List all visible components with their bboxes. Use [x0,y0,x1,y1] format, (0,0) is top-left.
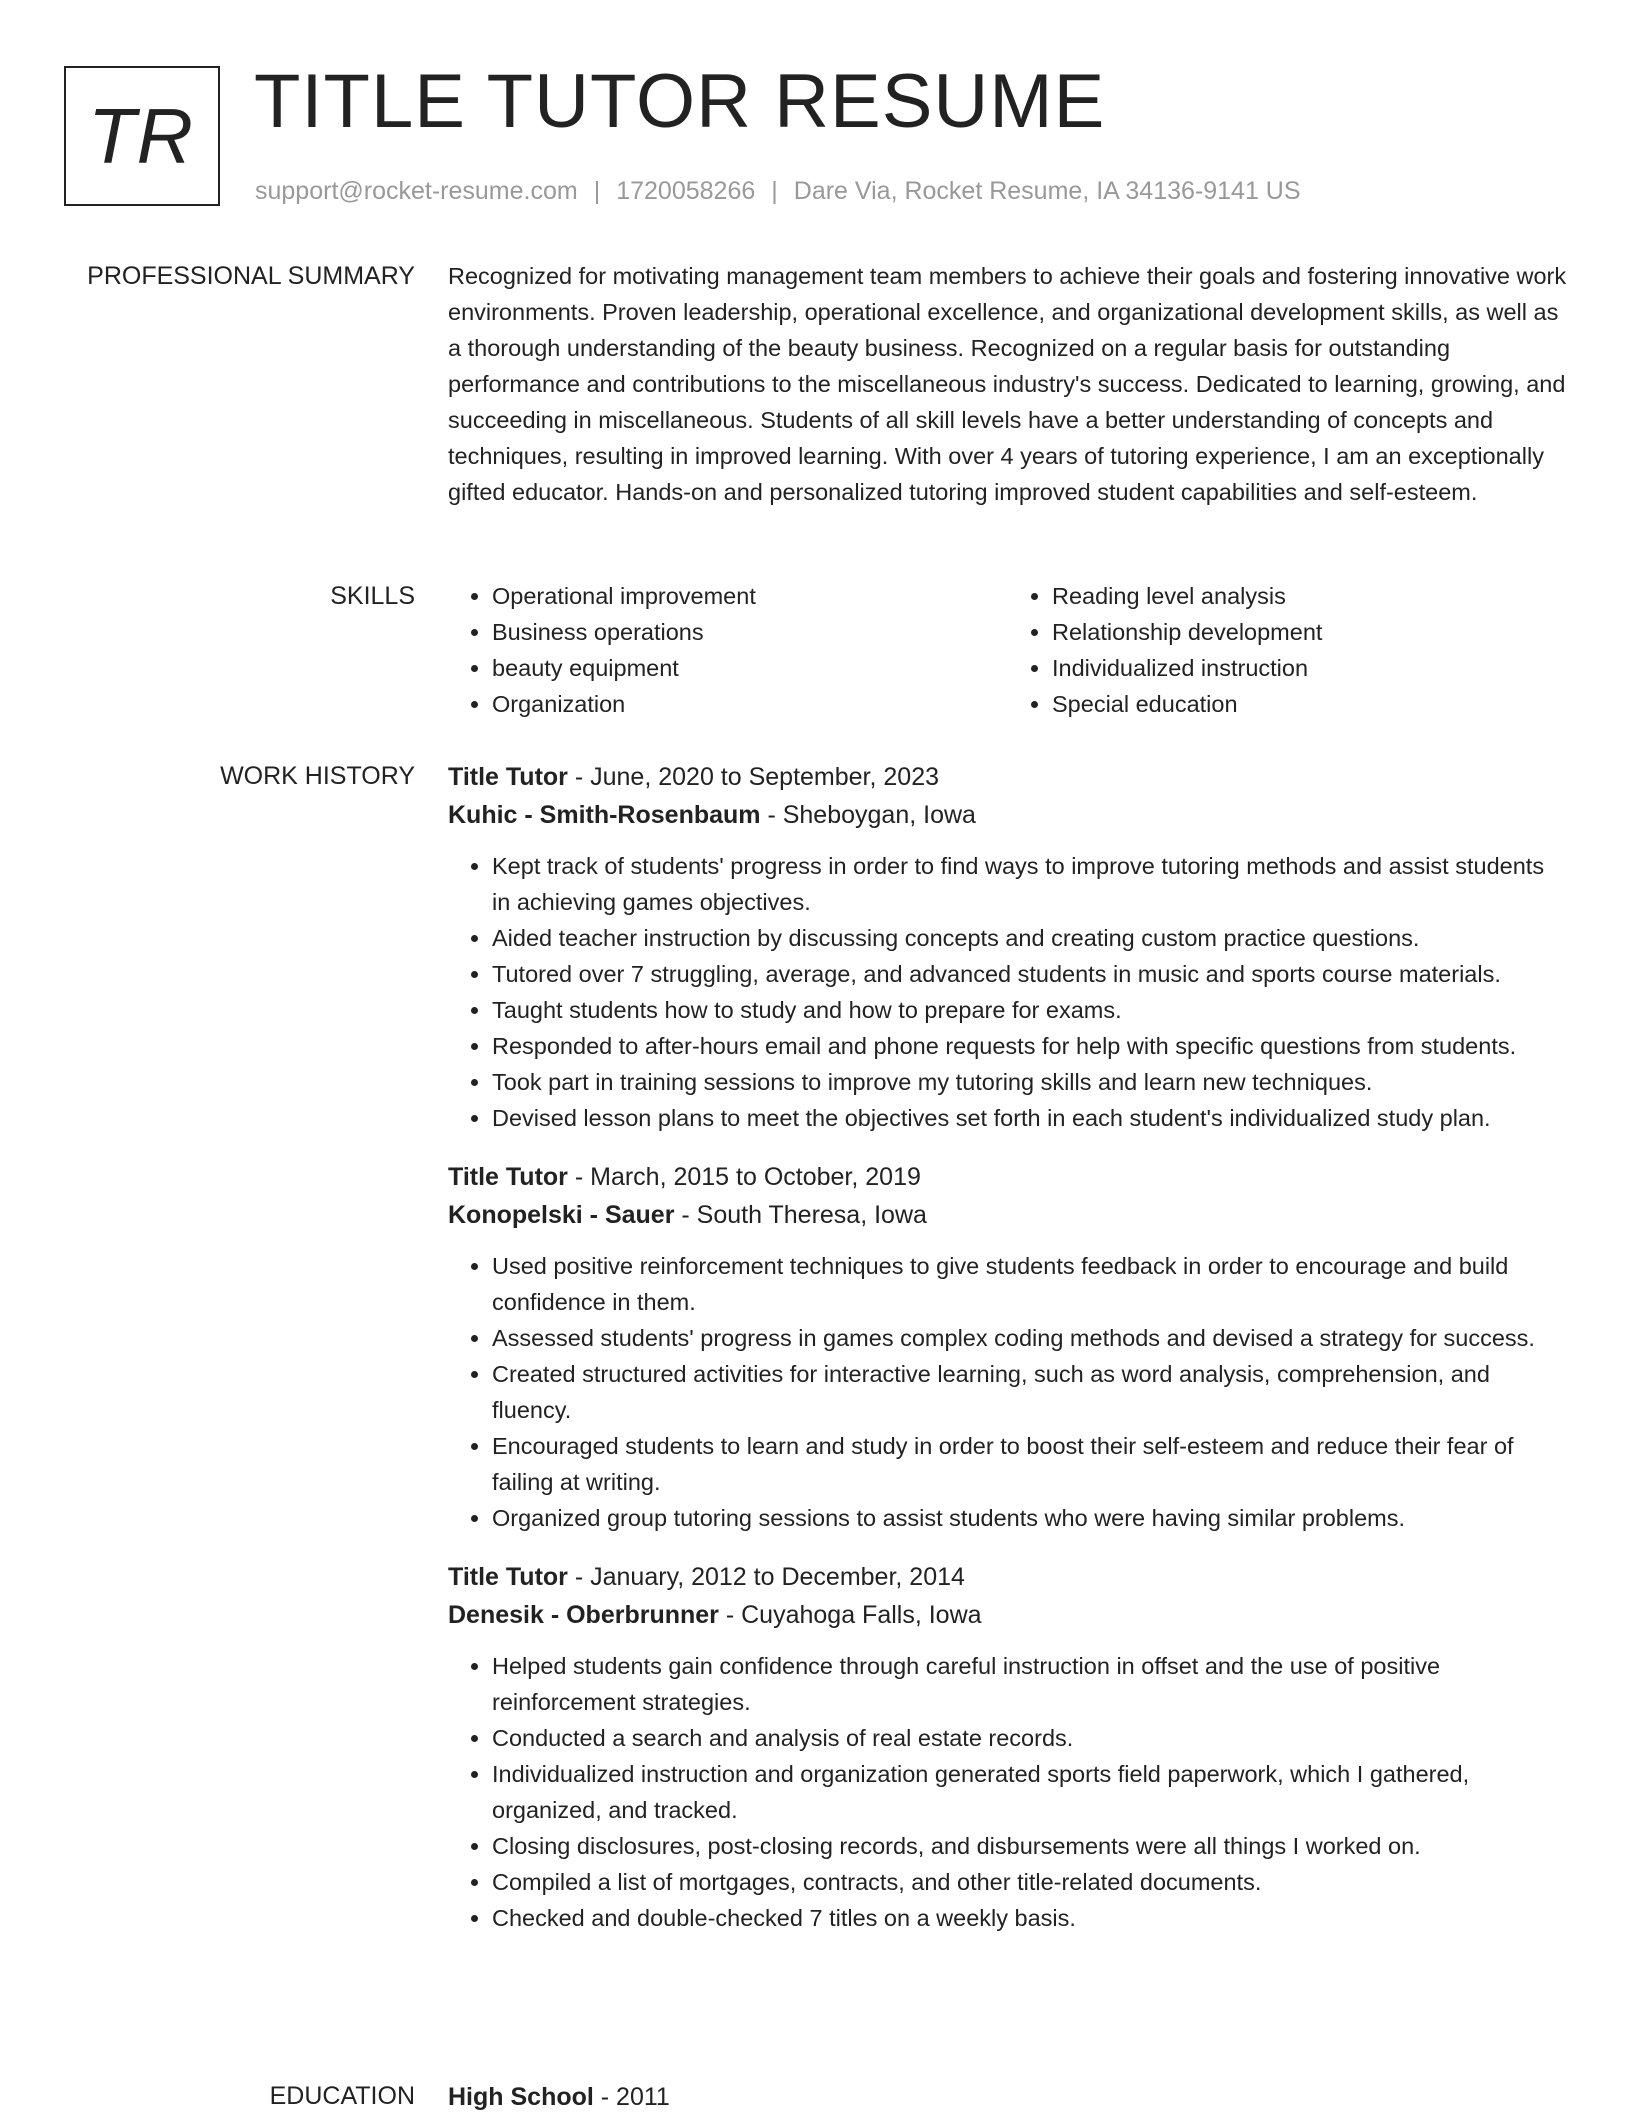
skill-item: • Business operations [492,614,1008,650]
education-body [448,2078,1568,2116]
contact-separator: | [771,177,778,205]
job-bullet: • Conducted a search and analysis of real estate records. [492,1720,1568,1756]
job-bullet: • Tutored over 7 struggling, average, and advanced students in music and sports course materials. [492,956,1568,992]
education-degree: High School [448,2083,594,2111]
work-history-body [448,758,1568,1958]
monogram-badge [64,66,220,206]
section-label-summary: PROFESSIONAL SUMMARY [87,262,415,290]
contact-phone: 1720058266 [616,177,756,205]
skill-item: • Individualized instruction [1052,650,1568,686]
skill-item: • Special education [1052,686,1568,722]
job-bullet: • Taught students how to study and how to prepare for exams. [492,992,1568,1028]
section-label-skills: SKILLS [330,582,415,610]
education-line [448,2078,1568,2116]
job-title: Title Tutor [448,1163,568,1191]
job-title: Title Tutor [448,1563,568,1591]
skill-item: • Relationship development [1052,614,1568,650]
job-company-line [448,1196,1568,1234]
section-label-work-history: WORK HISTORY [220,762,415,790]
job-bullet: • Checked and double-checked 7 titles on a weekly basis. [492,1900,1568,1936]
job-company: Denesik - Oberbrunner [448,1601,719,1629]
job-bullets [448,848,1568,1136]
skill-item: • Reading level analysis [1052,578,1568,614]
job-bullets [448,1248,1568,1536]
job-bullets [448,1648,1568,1936]
job-location: - Sheboygan, Iowa [760,801,976,829]
job-company: Konopelski - Sauer [448,1201,675,1229]
job-title-line [448,1558,1568,1596]
job-company-line [448,1596,1568,1634]
job-bullet: • Kept track of students' progress in order to find ways to improve tutoring methods and assist students in achieving games objectives. [492,848,1568,920]
job-dates: - January, 2012 to December, 2014 [567,1563,965,1591]
job-title-line [448,1158,1568,1196]
job-title: Title Tutor [448,763,568,791]
skills-body [448,578,1568,722]
skills-list-right [1008,578,1568,722]
job-company-line [448,796,1568,834]
education-year: - 2011 [593,2083,670,2111]
monogram-initials: TR [88,91,194,180]
job-bullet: • Compiled a list of mortgages, contracts, and other title-related documents. [492,1864,1568,1900]
job-bullet: • Aided teacher instruction by discussing concepts and creating custom practice questions. [492,920,1568,956]
job-entry [448,1558,1568,1936]
job-title-line [448,758,1568,796]
section-label-education: EDUCATION [269,2082,415,2110]
summary-text: Recognized for motivating management team members to achieve their goals and fostering innovative work environments. Proven leadership, operational excellence, and organizational development skills, as well as a thorough understanding of the beauty business. Recognized on a regular basis for outstanding performance and contributions to the miscellaneous industry's success. Dedicated to learning, growing, and succeeding in miscellaneous. Students of all skill levels have a better understanding of concepts and techniques, resulting in improved learning. With over 4 years of tutoring experience, I am an exceptionally gifted educator. Hands-on and personalized tutoring improved student capabilities and self-esteem. [448,263,1567,505]
contact-separator: | [593,177,601,205]
contact-address: Dare Via, Rocket Resume, IA 34136-9141 US [793,177,1301,205]
job-entry [448,1158,1568,1536]
job-bullet: • Responded to after-hours email and phone requests for help with specific questions from students. [492,1028,1568,1064]
job-bullet: • Devised lesson plans to meet the objectives set forth in each student's individualized study plan. [492,1100,1568,1136]
job-company: Kuhic - Smith-Rosenbaum [448,801,761,829]
job-entry [448,758,1568,1136]
skill-item: • Operational improvement [492,578,1008,614]
summary-body [448,258,1568,510]
job-bullet: • Used positive reinforcement techniques to give students feedback in order to encourage and build confidence in them. [492,1248,1568,1320]
skill-item: • beauty equipment [492,650,1008,686]
job-bullet: • Individualized instruction and organization generated sports field paperwork, which I gathered, organized, and tracked. [492,1756,1568,1828]
job-bullet: • Encouraged students to learn and study in order to boost their self-esteem and reduce their fear of failing at writing. [492,1428,1568,1500]
skill-item: • Organization [492,686,1008,722]
job-location: - Cuyahoga Falls, Iowa [718,1601,982,1629]
contact-email: support@rocket-resume.com [255,177,578,205]
job-location: - South Theresa, Iowa [674,1201,927,1229]
job-dates: - March, 2015 to October, 2019 [567,1163,921,1191]
job-bullet: • Took part in training sessions to improve my tutoring skills and learn new techniques. [492,1064,1568,1100]
job-bullet: • Assessed students' progress in games complex coding methods and devised a strategy for success. [492,1320,1568,1356]
skills-list-left [448,578,1008,722]
job-dates: - June, 2020 to September, 2023 [567,763,939,791]
job-bullet: • Helped students gain confidence through careful instruction in offset and the use of positive reinforcement strategies. [492,1648,1568,1720]
contact-line [255,176,1301,206]
job-bullet: • Closing disclosures, post-closing records, and disbursements were all things I worked on. [492,1828,1568,1864]
job-bullet: • Created structured activities for interactive learning, such as word analysis, comprehension, and fluency. [492,1356,1568,1428]
job-bullet: • Organized group tutoring sessions to assist students who were having similar problems. [492,1500,1568,1536]
resume-title: TITLE TUTOR RESUME [254,59,1106,144]
